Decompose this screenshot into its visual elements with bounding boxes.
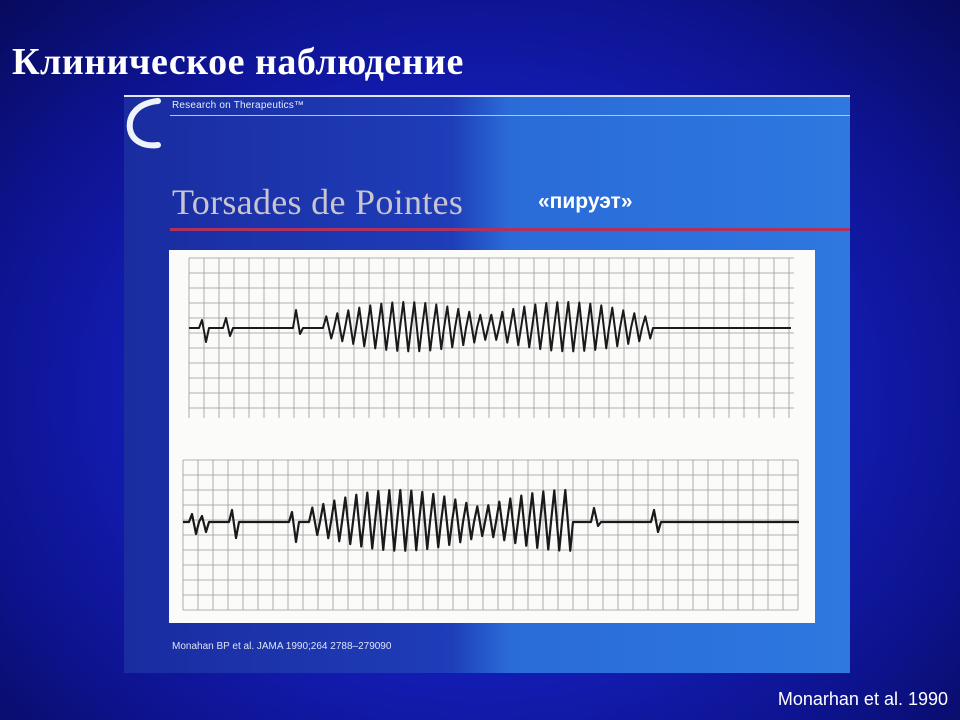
- header-rule: [170, 115, 850, 116]
- figure-heading-translation: «пируэт»: [538, 190, 633, 213]
- journal-logo-icon: [124, 97, 170, 153]
- ecg-grid-top: [189, 258, 794, 418]
- slide-reference: Monarhan et al. 1990: [777, 689, 948, 709]
- journal-header: Research on Therapeutics™: [172, 100, 305, 111]
- ecg-grid-bottom: [183, 460, 798, 610]
- ecg-trace-bottom: [183, 490, 799, 551]
- slide-title: Клиническое наблюдение: [12, 41, 464, 83]
- ecg-figure-panel: [124, 95, 850, 673]
- figure-citation: Monahan BP et al. JAMA 1990;264 2788–279090: [172, 641, 392, 652]
- panel-top-border: [124, 95, 850, 97]
- ecg-strip-sheet: [169, 250, 815, 623]
- figure-heading: Torsades de Pointes: [172, 182, 464, 222]
- heading-rule: [170, 228, 850, 231]
